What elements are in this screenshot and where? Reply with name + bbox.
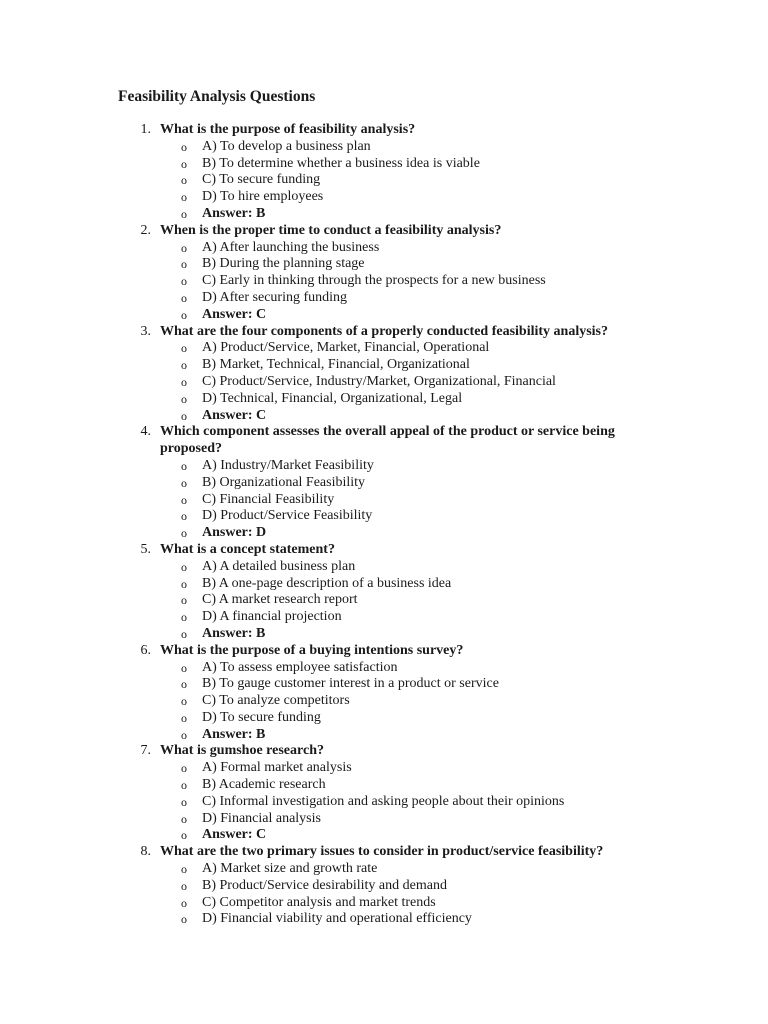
option-text: A) Product/Service, Market, Financial, Operational	[202, 340, 490, 356]
answer-item	[0, 727, 768, 744]
question-item	[0, 424, 768, 542]
question-row	[0, 424, 768, 458]
option-item	[0, 760, 768, 777]
bullet-icon: o	[181, 341, 187, 356]
answer-text: Answer: B	[202, 726, 266, 742]
question-row	[0, 542, 768, 559]
question-number: 2.	[140, 222, 151, 238]
option-item	[0, 693, 768, 710]
question-item	[0, 324, 768, 425]
option-text: C) Financial Feasibility	[202, 491, 335, 507]
bullet-icon: o	[181, 290, 187, 305]
question-number: 1.	[140, 122, 151, 137]
question-number: 8.	[140, 844, 151, 860]
option-text: C) Competitor analysis and market trends	[202, 894, 436, 910]
option-item	[0, 676, 768, 693]
answer-item	[0, 827, 768, 844]
option-item	[0, 139, 768, 156]
question-number: 7.	[140, 743, 151, 759]
option-item	[0, 794, 768, 811]
question-text: What is gumshoe research?	[160, 743, 324, 759]
bullet-icon: o	[181, 912, 187, 927]
option-text: B) Academic research	[202, 777, 326, 793]
answer-item	[0, 525, 768, 542]
option-text: A) Market size and growth rate	[202, 861, 378, 877]
option-item	[0, 878, 768, 895]
bullet-icon: o	[181, 240, 187, 255]
option-text: A) Industry/Market Feasibility	[202, 457, 374, 473]
bullet-icon: o	[181, 408, 187, 423]
bullet-icon: o	[181, 139, 187, 154]
question-row	[0, 643, 768, 660]
bullet-icon: o	[181, 862, 187, 877]
option-text: C) To analyze competitors	[202, 693, 350, 709]
bullet-icon: o	[181, 274, 187, 289]
option-text: B) Market, Technical, Financial, Organizational	[202, 357, 470, 373]
option-text: A) After launching the business	[202, 239, 380, 255]
bullet-icon: o	[181, 895, 187, 910]
option-text: B) Product/Service desirability and demand	[202, 877, 447, 893]
question-text: When is the proper time to conduct a feasibility analysis?	[160, 222, 502, 238]
option-text: D) Technical, Financial, Organizational, Legal	[202, 390, 463, 406]
bullet-icon: o	[181, 677, 187, 692]
question-item	[0, 844, 768, 928]
bullet-icon: o	[181, 610, 187, 625]
question-text: Which component assesses the overall appeal of the product or service being proposed?	[160, 424, 615, 457]
question-list	[0, 122, 768, 928]
question-item	[0, 542, 768, 643]
bullet-icon: o	[181, 458, 187, 473]
bullet-icon: o	[181, 593, 187, 608]
option-list	[0, 240, 768, 324]
bullet-icon: o	[181, 156, 187, 171]
bullet-icon: o	[181, 660, 187, 675]
option-text: C) Informal investigation and asking people about their opinions	[202, 793, 565, 809]
answer-item	[0, 307, 768, 324]
option-item	[0, 458, 768, 475]
bullet-icon: o	[181, 761, 187, 776]
option-text: D) After securing funding	[202, 289, 348, 305]
option-item	[0, 240, 768, 257]
bullet-icon: o	[181, 257, 187, 272]
option-text: B) During the planning stage	[202, 256, 365, 272]
question-text: What are the two primary issues to consider in product/service feasibility?	[160, 844, 604, 860]
bullet-icon: o	[181, 173, 187, 188]
option-text: A) A detailed business plan	[202, 558, 356, 574]
option-item	[0, 609, 768, 626]
option-text: C) Product/Service, Industry/Market, Organizational, Financial	[202, 373, 556, 389]
answer-item	[0, 206, 768, 223]
question-row	[0, 324, 768, 341]
question-row	[0, 844, 768, 861]
question-number: 5.	[140, 541, 151, 557]
option-item	[0, 475, 768, 492]
option-text: C) Early in thinking through the prospects for a new business	[202, 273, 546, 289]
bullet-icon: o	[181, 391, 187, 406]
question-text: What is the purpose of a buying intentions survey?	[160, 642, 464, 658]
bullet-icon: o	[181, 694, 187, 709]
question-item	[0, 223, 768, 324]
option-text: C) A market research report	[202, 592, 358, 608]
option-item	[0, 172, 768, 189]
answer-text: Answer: C	[202, 407, 267, 423]
bullet-icon: o	[181, 475, 187, 490]
option-item	[0, 156, 768, 173]
document-title: Feasibility Analysis Questions	[118, 88, 316, 105]
bullet-icon: o	[181, 828, 187, 843]
option-item	[0, 391, 768, 408]
answer-text: Answer: C	[202, 306, 267, 322]
option-text: D) To hire employees	[202, 189, 324, 205]
option-item	[0, 895, 768, 912]
option-list	[0, 861, 768, 928]
option-text: D) Financial analysis	[202, 810, 321, 826]
answer-text: Answer: B	[202, 625, 266, 641]
question-item	[0, 122, 768, 223]
bullet-icon: o	[181, 206, 187, 221]
option-list	[0, 559, 768, 643]
question-text: What is the purpose of feasibility analysis?	[160, 122, 416, 137]
bullet-icon: o	[181, 374, 187, 389]
bullet-icon: o	[181, 307, 187, 322]
option-text: D) A financial projection	[202, 609, 342, 625]
option-item	[0, 861, 768, 878]
answer-item	[0, 408, 768, 425]
option-item	[0, 492, 768, 509]
bullet-icon: o	[181, 710, 187, 725]
option-item	[0, 256, 768, 273]
option-list	[0, 660, 768, 744]
option-text: D) Financial viability and operational efficiency	[202, 911, 472, 927]
option-item	[0, 189, 768, 206]
option-list	[0, 760, 768, 844]
bullet-icon: o	[181, 727, 187, 742]
answer-text: Answer: C	[202, 827, 267, 843]
option-item	[0, 911, 768, 928]
option-item	[0, 811, 768, 828]
option-item	[0, 710, 768, 727]
bullet-icon: o	[181, 190, 187, 205]
option-item	[0, 374, 768, 391]
option-text: B) To gauge customer interest in a product or service	[202, 676, 499, 692]
option-item	[0, 273, 768, 290]
question-row	[0, 223, 768, 240]
question-item	[0, 743, 768, 844]
question-number: 4.	[140, 424, 151, 440]
option-text: B) To determine whether a business idea is viable	[202, 155, 480, 171]
option-list	[0, 340, 768, 424]
bullet-icon: o	[181, 778, 187, 793]
option-item	[0, 290, 768, 307]
option-text: A) To assess employee satisfaction	[202, 659, 398, 675]
option-item	[0, 357, 768, 374]
option-item	[0, 592, 768, 609]
option-text: D) To secure funding	[202, 709, 321, 725]
bullet-icon: o	[181, 811, 187, 826]
option-text: B) A one-page description of a business idea	[202, 575, 452, 591]
option-item	[0, 559, 768, 576]
option-text: D) Product/Service Feasibility	[202, 508, 373, 524]
bullet-icon: o	[181, 626, 187, 641]
answer-text: Answer: D	[202, 525, 267, 541]
bullet-icon: o	[181, 526, 187, 541]
bullet-icon: o	[181, 509, 187, 524]
question-number: 3.	[140, 323, 151, 339]
question-text: What is a concept statement?	[160, 541, 335, 557]
option-text: A) To develop a business plan	[202, 138, 371, 154]
bullet-icon: o	[181, 576, 187, 591]
question-row	[0, 743, 768, 760]
option-item	[0, 660, 768, 677]
answer-item	[0, 626, 768, 643]
question-row	[0, 122, 768, 139]
question-text: What are the four components of a properly conducted feasibility analysis?	[160, 323, 609, 339]
bullet-icon: o	[181, 559, 187, 574]
option-list	[0, 139, 768, 223]
option-item	[0, 777, 768, 794]
question-item	[0, 643, 768, 744]
bullet-icon: o	[181, 492, 187, 507]
answer-text: Answer: B	[202, 205, 266, 221]
option-item	[0, 340, 768, 357]
question-number: 6.	[140, 642, 151, 658]
bullet-icon: o	[181, 794, 187, 809]
option-list	[0, 458, 768, 542]
bullet-icon: o	[181, 358, 187, 373]
option-text: B) Organizational Feasibility	[202, 474, 366, 490]
option-text: C) To secure funding	[202, 172, 321, 188]
option-item	[0, 508, 768, 525]
option-item	[0, 576, 768, 593]
bullet-icon: o	[181, 878, 187, 893]
option-text: A) Formal market analysis	[202, 760, 352, 776]
